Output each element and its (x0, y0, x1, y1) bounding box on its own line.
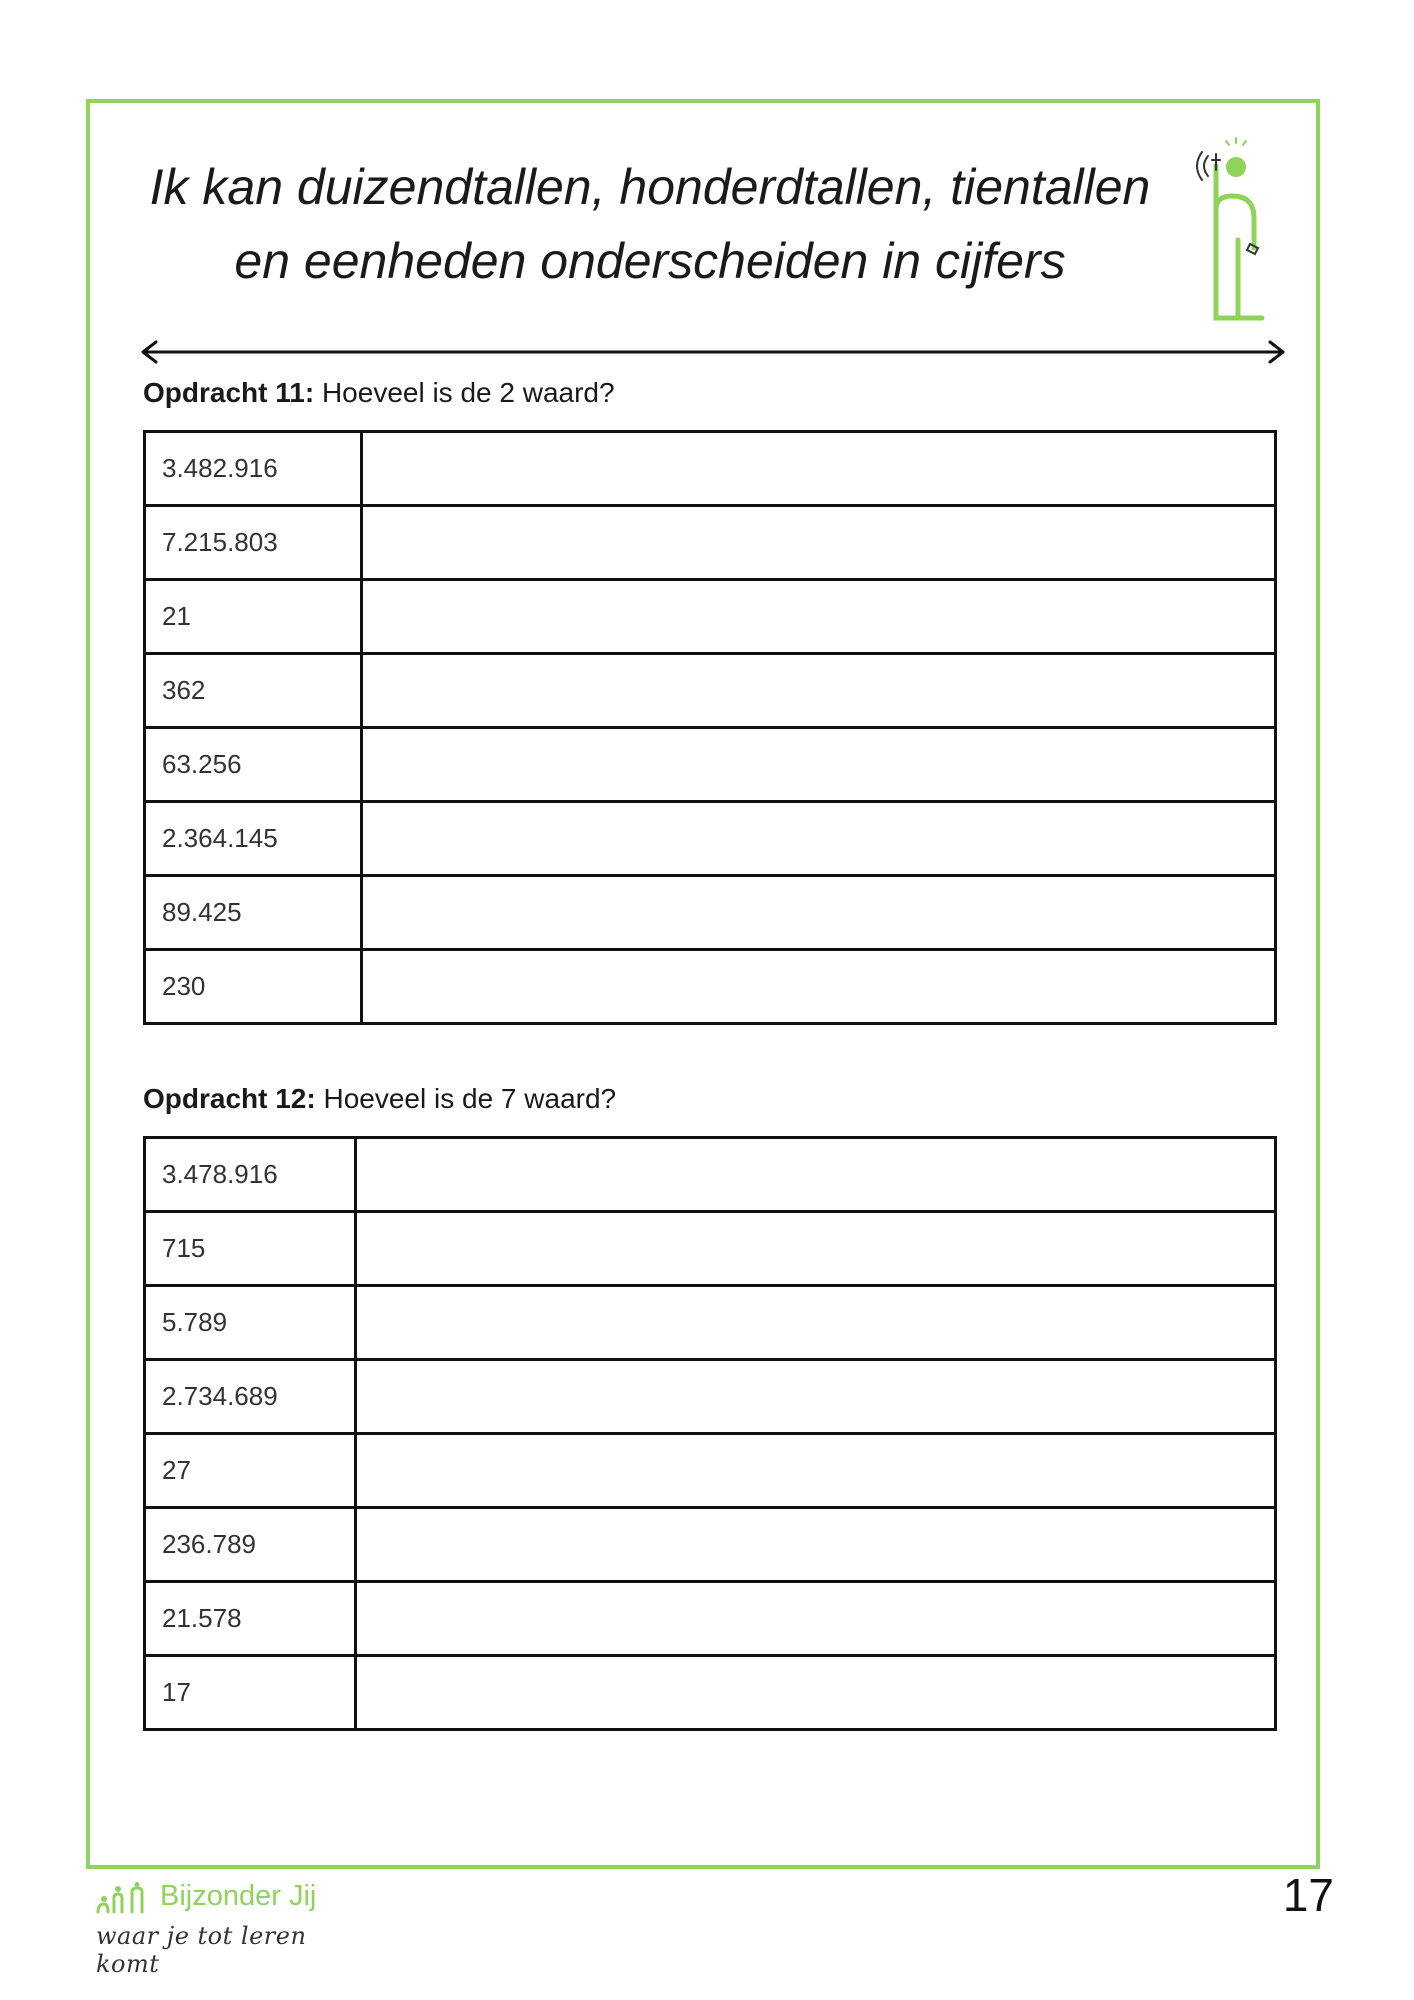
title-line-1: Ik kan duizendtallen, honderdtallen, tientallen (149, 159, 1151, 215)
answer-cell[interactable] (362, 506, 1276, 580)
exercise-12-label: Opdracht 12: (143, 1083, 316, 1114)
table-row (145, 802, 1276, 876)
exercise-12-question: Hoeveel is de 7 waard? (323, 1083, 617, 1114)
number-cell: 17 (145, 1656, 356, 1730)
answer-cell[interactable] (362, 950, 1276, 1024)
table-row (145, 1212, 1276, 1286)
number-cell: 5.789 (145, 1286, 356, 1360)
exercise-11-label: Opdracht 11: (143, 377, 315, 408)
table-row (145, 506, 1276, 580)
page-number: 17 (1282, 1869, 1334, 1921)
answer-cell[interactable] (362, 728, 1276, 802)
answer-cell[interactable] (356, 1138, 1276, 1212)
logo-tagline: waar je tot leren komt (96, 1922, 307, 1978)
number-cell: 2.734.689 (145, 1360, 356, 1434)
table-row (145, 1138, 1276, 1212)
exercise-11-table (143, 430, 1277, 1025)
number-cell: 2.364.145 (145, 802, 362, 876)
exercise-12-heading (143, 1082, 616, 1116)
table-row (145, 580, 1276, 654)
table-row (145, 1286, 1276, 1360)
answer-cell[interactable] (362, 876, 1276, 950)
answer-cell[interactable] (362, 580, 1276, 654)
table-row (145, 654, 1276, 728)
exercise-11-heading (143, 376, 615, 410)
answer-cell[interactable] (362, 802, 1276, 876)
number-cell: 3.482.916 (145, 432, 362, 506)
number-cell: 21.578 (145, 1582, 356, 1656)
number-cell: 236.789 (145, 1508, 356, 1582)
table-row (145, 1360, 1276, 1434)
exercise-12-table (143, 1136, 1277, 1731)
answer-cell[interactable] (356, 1434, 1276, 1508)
table-row (145, 876, 1276, 950)
number-cell: 715 (145, 1212, 356, 1286)
answer-cell[interactable] (356, 1656, 1276, 1730)
thinking-figure-icon (1180, 130, 1300, 330)
answer-cell[interactable] (356, 1360, 1276, 1434)
answer-cell[interactable] (356, 1582, 1276, 1656)
number-cell: 63.256 (145, 728, 362, 802)
answer-cell[interactable] (356, 1212, 1276, 1286)
number-cell: 230 (145, 950, 362, 1024)
brand-logo (94, 1880, 324, 1978)
table-row (145, 950, 1276, 1024)
number-cell: 362 (145, 654, 362, 728)
table-row (145, 432, 1276, 506)
answer-cell[interactable] (362, 654, 1276, 728)
answer-cell[interactable] (362, 432, 1276, 506)
double-arrow-divider (140, 340, 1286, 364)
number-cell: 3.478.916 (145, 1138, 356, 1212)
table-row (145, 1656, 1276, 1730)
answer-cell[interactable] (356, 1508, 1276, 1582)
number-cell: 7.215.803 (145, 506, 362, 580)
table-row (145, 728, 1276, 802)
family-figures-icon (94, 1882, 156, 1918)
table-row (145, 1508, 1276, 1582)
table-row (145, 1434, 1276, 1508)
page-title (110, 150, 1190, 298)
number-cell: 89.425 (145, 876, 362, 950)
logo-name: Bijzonder Jij (160, 1880, 317, 1912)
exercise-11-question: Hoeveel is de 2 waard? (321, 377, 615, 408)
answer-cell[interactable] (356, 1286, 1276, 1360)
title-line-2: en eenheden onderscheiden in cijfers (234, 233, 1066, 289)
table-row (145, 1582, 1276, 1656)
number-cell: 27 (145, 1434, 356, 1508)
number-cell: 21 (145, 580, 362, 654)
